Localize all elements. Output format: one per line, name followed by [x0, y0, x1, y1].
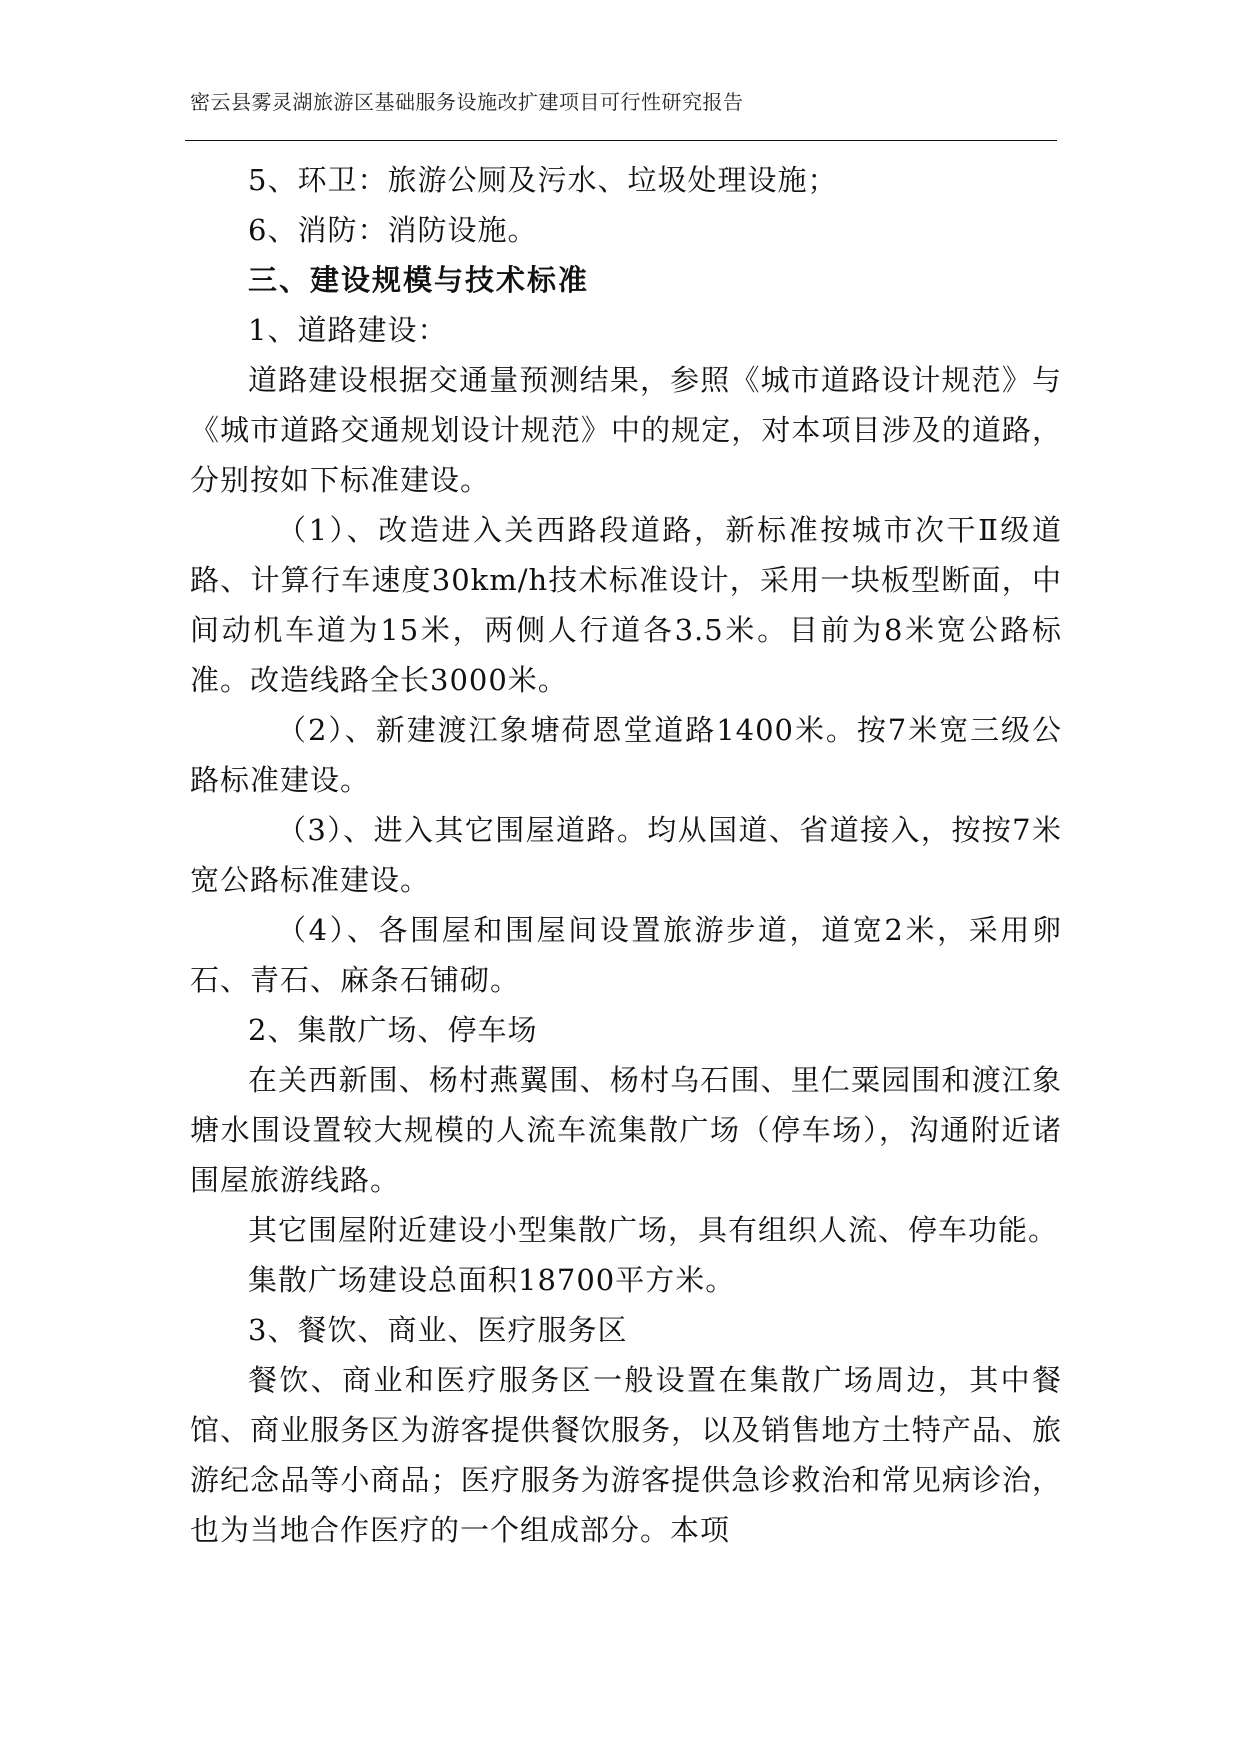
- section-heading: 三、建设规模与技术标准: [248, 263, 590, 297]
- paragraph-plaza-main: 在关西新围、杨村燕翼围、杨村乌石围、里仁粟园围和渡江象塘水围设置较大规模的人流车流集散广场（停车场），沟通附近诸围屋旅游线路。: [190, 1063, 1062, 1197]
- header-divider: [185, 140, 1057, 141]
- paragraph-road-item-3: （3）、进入其它围屋道路。均从国道、省道接入，按按7米宽公路标准建设。: [190, 813, 1062, 897]
- document-body: [190, 155, 1062, 1555]
- subheading-road-construction: 1、道路建设：: [248, 313, 448, 347]
- paragraph-road-intro: 道路建设根据交通量预测结果，参照《城市道路设计规范》与《城市道路交通规划设计规范》中的规定，对本项目涉及的道路，分别按如下标准建设。: [190, 363, 1062, 497]
- paragraph-road-item-1: （1）、改造进入关西路段道路，新标准按城市次干Ⅱ级道路、计算行车速度30km/h技术标准设计，采用一块板型断面，中间动机车道为15米，两侧人行道各3.5米。目前为8米宽公路标准。改造线路全长3000米。: [190, 513, 1062, 697]
- paragraph-plaza-area: 集散广场建设总面积18700平方米。: [248, 1263, 736, 1297]
- paragraph-road-item-2: （2）、新建渡江象塘荷恩堂道路1400米。按7米宽三级公路标准建设。: [190, 713, 1062, 797]
- paragraph-fire-protection: 6、消防：消防设施。: [248, 213, 538, 247]
- paragraph-sanitation: 5、环卫：旅游公厕及污水、垃圾处理设施；: [248, 163, 838, 197]
- paragraph-plaza-small: 其它围屋附近建设小型集散广场，具有组织人流、停车功能。: [248, 1213, 1059, 1247]
- paragraph-service-area: 餐饮、商业和医疗服务区一般设置在集散广场周边，其中餐馆、商业服务区为游客提供餐饮服务，以及销售地方土特产品、旅游纪念品等小商品；医疗服务为游客提供急诊救治和常见病诊治，也为当地合作医疗的一个组成部分。本项: [190, 1363, 1062, 1547]
- running-header: 密云县雾灵湖旅游区基础服务设施改扩建项目可行性研究报告: [190, 90, 744, 114]
- subheading-plaza-parking: 2、集散广场、停车场: [248, 1013, 538, 1047]
- paragraph-road-item-4: （4）、各围屋和围屋间设置旅游步道，道宽2米，采用卵石、青石、麻条石铺砌。: [190, 913, 1062, 997]
- subheading-service-area: 3、餐饮、商业、医疗服务区: [248, 1313, 628, 1347]
